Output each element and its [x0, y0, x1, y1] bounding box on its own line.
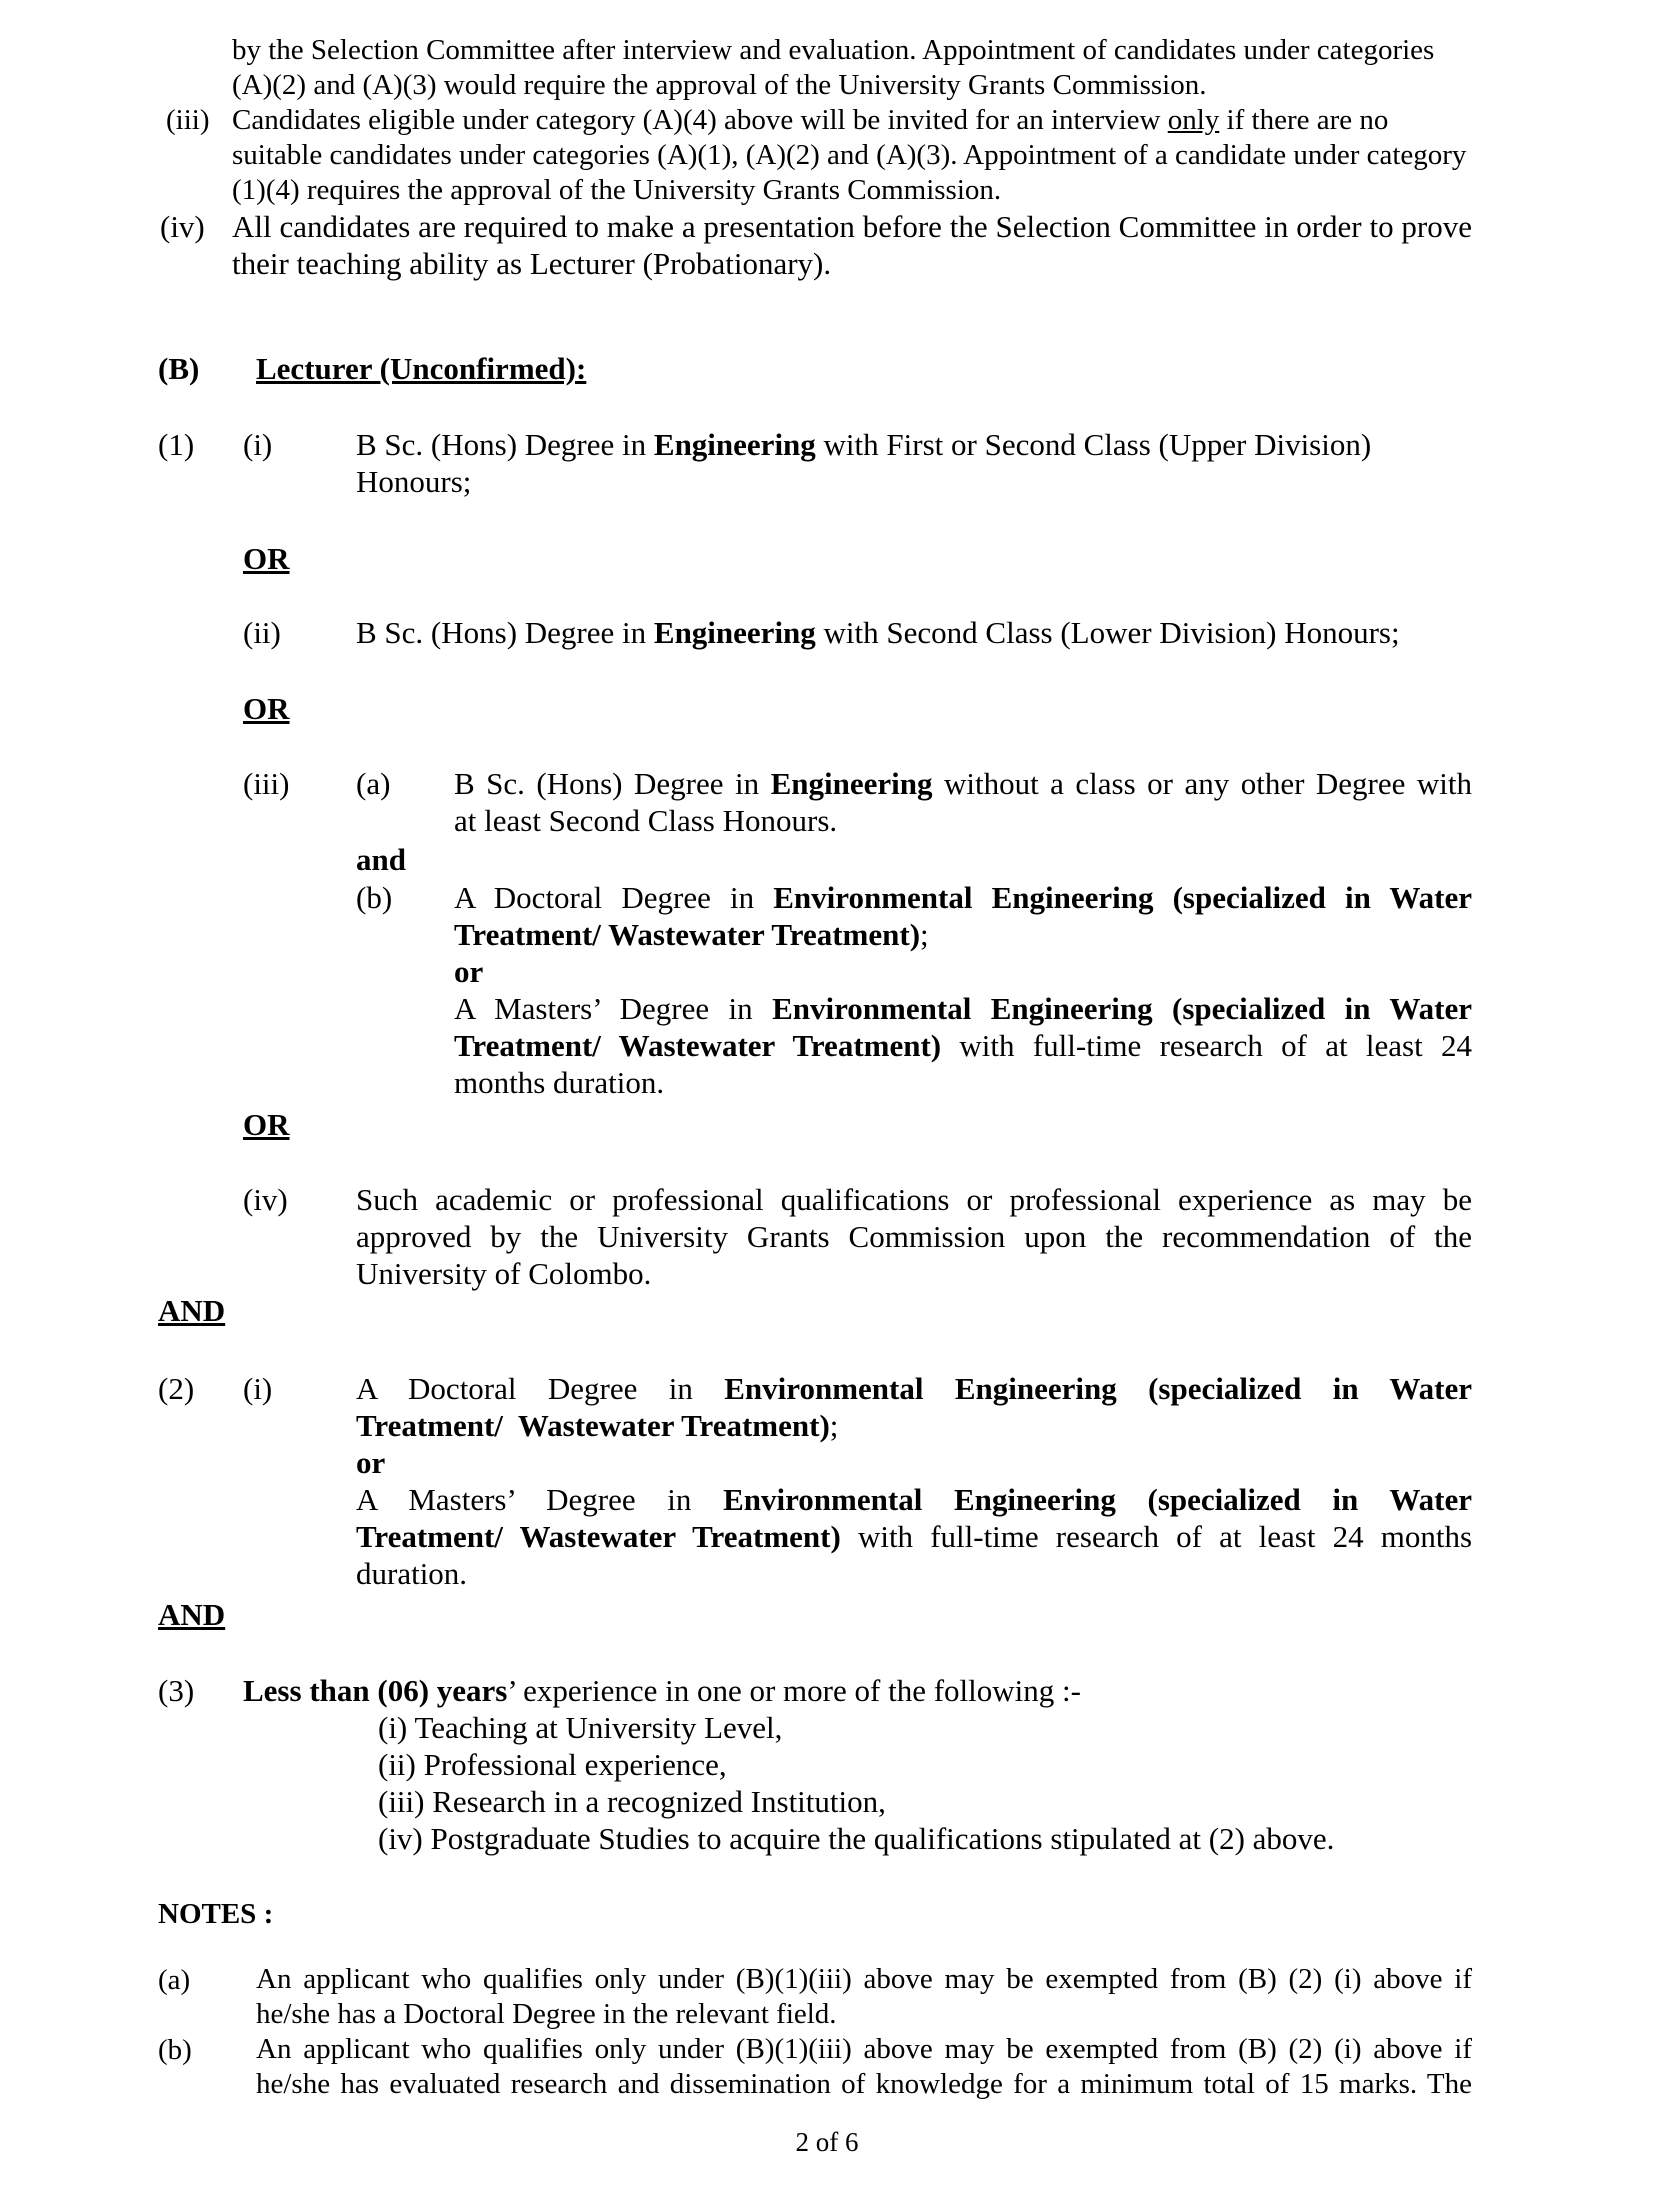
section-title: Lecturer (Unconfirmed):: [256, 351, 587, 386]
item-number: (iv): [160, 209, 205, 244]
experience-list: [378, 1709, 1334, 1857]
qualification-text: B Sc. (Hons) Degree in Engineering without a class or any other Degree with at least Second Class Honours.: [454, 766, 1472, 838]
and-connector: and: [356, 842, 406, 877]
emphasis-only: only: [1167, 104, 1220, 136]
section-label: (B): [158, 351, 200, 386]
intro-iv-para: All candidates are required to make a presentation before the Selection Committee in order to prove their teaching ability as Lecturer (Probationary).: [232, 209, 1472, 281]
or-divider: OR: [243, 541, 290, 576]
item-number: (2): [158, 1371, 195, 1406]
item-number: (b): [356, 880, 393, 915]
item-number: (1): [158, 427, 195, 462]
intro-line: by the Selection Committee after interview and evaluation. Appointment of candidates under categories: [232, 34, 1435, 66]
intro-line: (A)(2) and (A)(3) would require the approval of the University Grants Commission.: [232, 69, 1207, 101]
item-number: (3): [158, 1673, 195, 1708]
intro-iii-line: suitable candidates under categories (A)(1), (A)(2) and (A)(3). Appointment of a candidate under category: [232, 139, 1467, 171]
item-number: (ii): [243, 615, 281, 650]
qualification-text: Such academic or professional qualifications or professional experience as may be approved by the University Grants Commission upon the recommendation of the University of Colombo.: [356, 1182, 1472, 1291]
notes-title: NOTES :: [158, 1898, 274, 1930]
page-number: 2 of 6: [795, 2127, 859, 2157]
experience-text: Less than (06) years’ experience in one or more of the following :-: [243, 1673, 1081, 1708]
item-number: (i): [243, 427, 273, 462]
qualification-text: A Doctoral Degree in Environmental Engineering (specialized in Water Treatment/ Wastewater Treatment); or A Masters’ Degree in Environmental Engineering (specialized in Water Treatment/ Wastewater Treatment) with full-time research of at least 24 months duration.: [454, 880, 1473, 1100]
note-label: (a): [158, 1964, 191, 1996]
intro-iii-line: (1)(4) requires the approval of the University Grants Commission.: [232, 174, 1002, 206]
and-divider: AND: [158, 1293, 226, 1328]
item-number: (iii): [243, 766, 290, 801]
qualification-text: B Sc. (Hons) Degree in Engineering with Second Class (Lower Division) Honours;: [356, 615, 1400, 650]
or-divider: OR: [243, 691, 290, 726]
list-item: (ii) Professional experience,: [378, 1747, 727, 1782]
note-text: An applicant who qualifies only under (B)(1)(iii) above may be exempted from (B) (2) (i) above if he/she has evaluated research and dissemination of knowledge for a minimum total of 15 marks. The: [256, 2033, 1472, 2100]
list-item: (iii) Research in a recognized Institution,: [378, 1784, 886, 1819]
or-divider: OR: [243, 1107, 290, 1142]
item-number: (i): [243, 1371, 273, 1406]
and-divider: AND: [158, 1597, 226, 1632]
list-item: (iv) Postgraduate Studies to acquire the qualifications stipulated at (2) above.: [378, 1821, 1335, 1856]
intro-iii-line: Candidates eligible under category (A)(4) above will be invited for an interview only if there are no: [232, 104, 1389, 136]
item-number: (a): [356, 766, 391, 801]
qualification-text: B Sc. (Hons) Degree in Engineering with First or Second Class (Upper Division) Honours;: [356, 427, 1372, 499]
item-number: (iii): [166, 104, 210, 136]
note-text: An applicant who qualifies only under (B)(1)(iii) above may be exempted from (B) (2) (i) above if he/she has a Doctoral Degree in the relevant field.: [256, 1963, 1472, 2030]
item-number: (iv): [243, 1182, 288, 1217]
note-label: (b): [158, 2034, 192, 2066]
list-item: (i) Teaching at University Level,: [378, 1710, 783, 1745]
qualification-text: A Doctoral Degree in Environmental Engineering (specialized in Water Treatment/ Wastewater Treatment); or A Masters’ Degree in Environmental Engineering (specialized in Water Treatment/ Wastewater Treatment) with full-time research of at least 24 months duration.: [356, 1371, 1473, 1591]
